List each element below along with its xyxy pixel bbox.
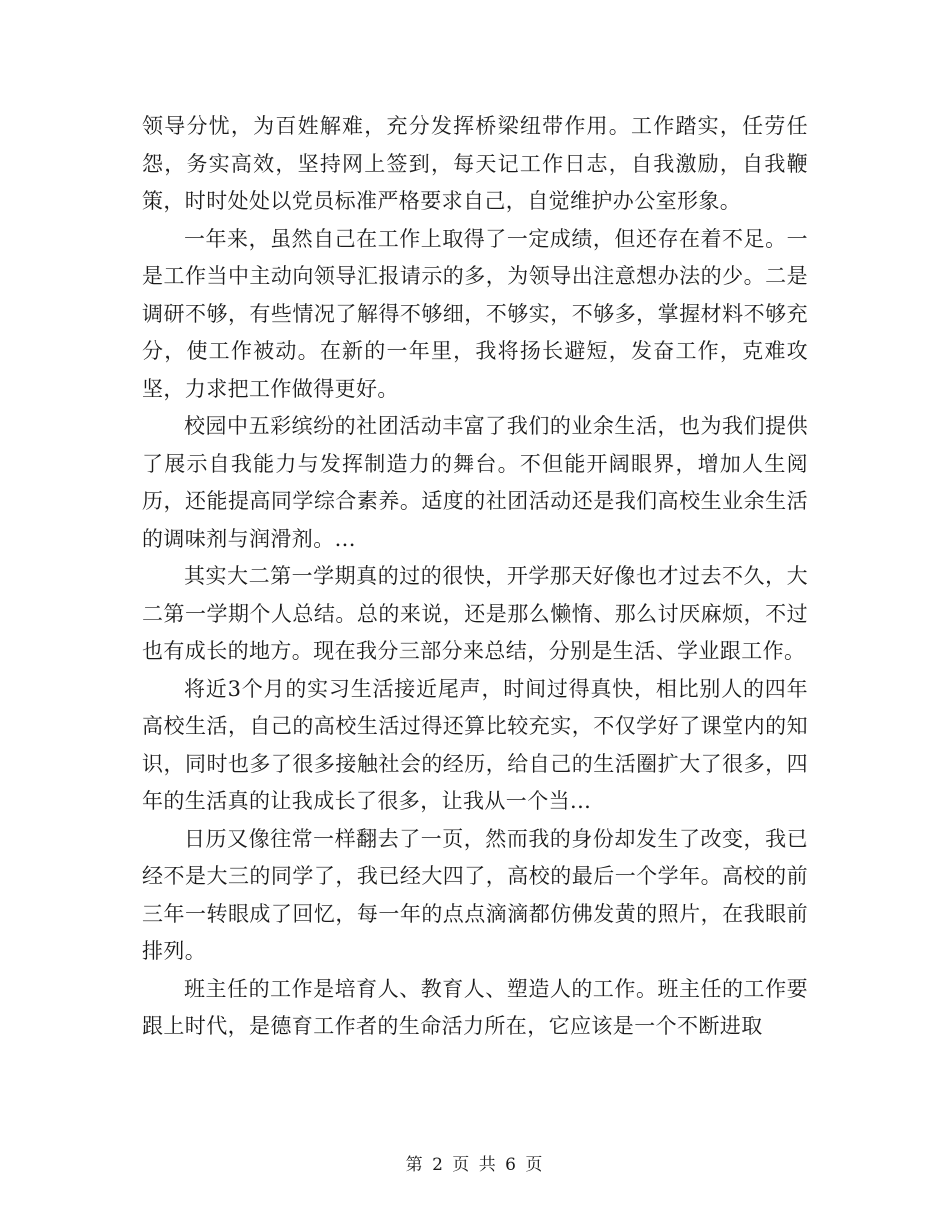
paragraph-3: 校园中五彩缤纷的社团活动丰富了我们的业余生活，也为我们提供了展示自我能力与发挥制造力的舞台。不但能开阔眼界，增加人生阅历，还能提高同学综合素养。适度的社团活动还是我们高校生业余生活的调味剂与润滑剂。... [142,414,808,551]
page-footer: 第 2 页 共 6 页 [405,1155,545,1175]
paragraph-4: 其实大二第一学期真的过的很快，开学那天好像也才过去不久，大二第一学期个人总结。总的来说，还是那么懒惰、那么讨厌麻烦，不过也有成长的地方。现在我分三部分来总结，分别是生活、学业跟工作。 [142,564,808,663]
paragraph-2: 一年来，虽然自己在工作上取得了一定成绩，但还存在着不足。一是工作当中主动向领导汇报请示的多，为领导出注意想办法的少。二是调研不够，有些情况了解得不够细，不够实，不够多，掌握材料不够充分，使工作被动。在新的一年里，我将扬长避短，发奋工作，克难攻坚，力求把工作做得更好。 [142,226,808,401]
paragraph-6: 日历又像往常一样翻去了一页，然而我的身份却发生了改变，我已经不是大三的同学了，我已经大四了，高校的最后一个学年。高校的前三年一转眼成了回忆，每一年的点点滴滴都仿佛发黄的照片，在我眼前排列。 [142,826,808,963]
document-body [142,108,808,1046]
paragraph-1: 领导分忧，为百姓解难，充分发挥桥梁纽带作用。工作踏实，任劳任怨，务实高效，坚持网上签到，每天记工作日志，自我激励，自我鞭策，时时处处以党员标准严格要求自己，自觉维护办公室形象。 [142,114,808,213]
paragraph-5: 将近3个月的实习生活接近尾声，时间过得真快，相比别人的四年高校生活，自己的高校生活过得还算比较充实，不仅学好了课堂内的知识，同时也多了很多接触社会的经历，给自己的生活圈扩大了很多，四年的生活真的让我成长了很多，让我从一个当... [142,676,808,813]
paragraph-7: 班主任的工作是培育人、教育人、塑造人的工作。班主任的工作要跟上时代，是德育工作者的生命活力所在，它应该是一个不断进取 [142,976,808,1038]
